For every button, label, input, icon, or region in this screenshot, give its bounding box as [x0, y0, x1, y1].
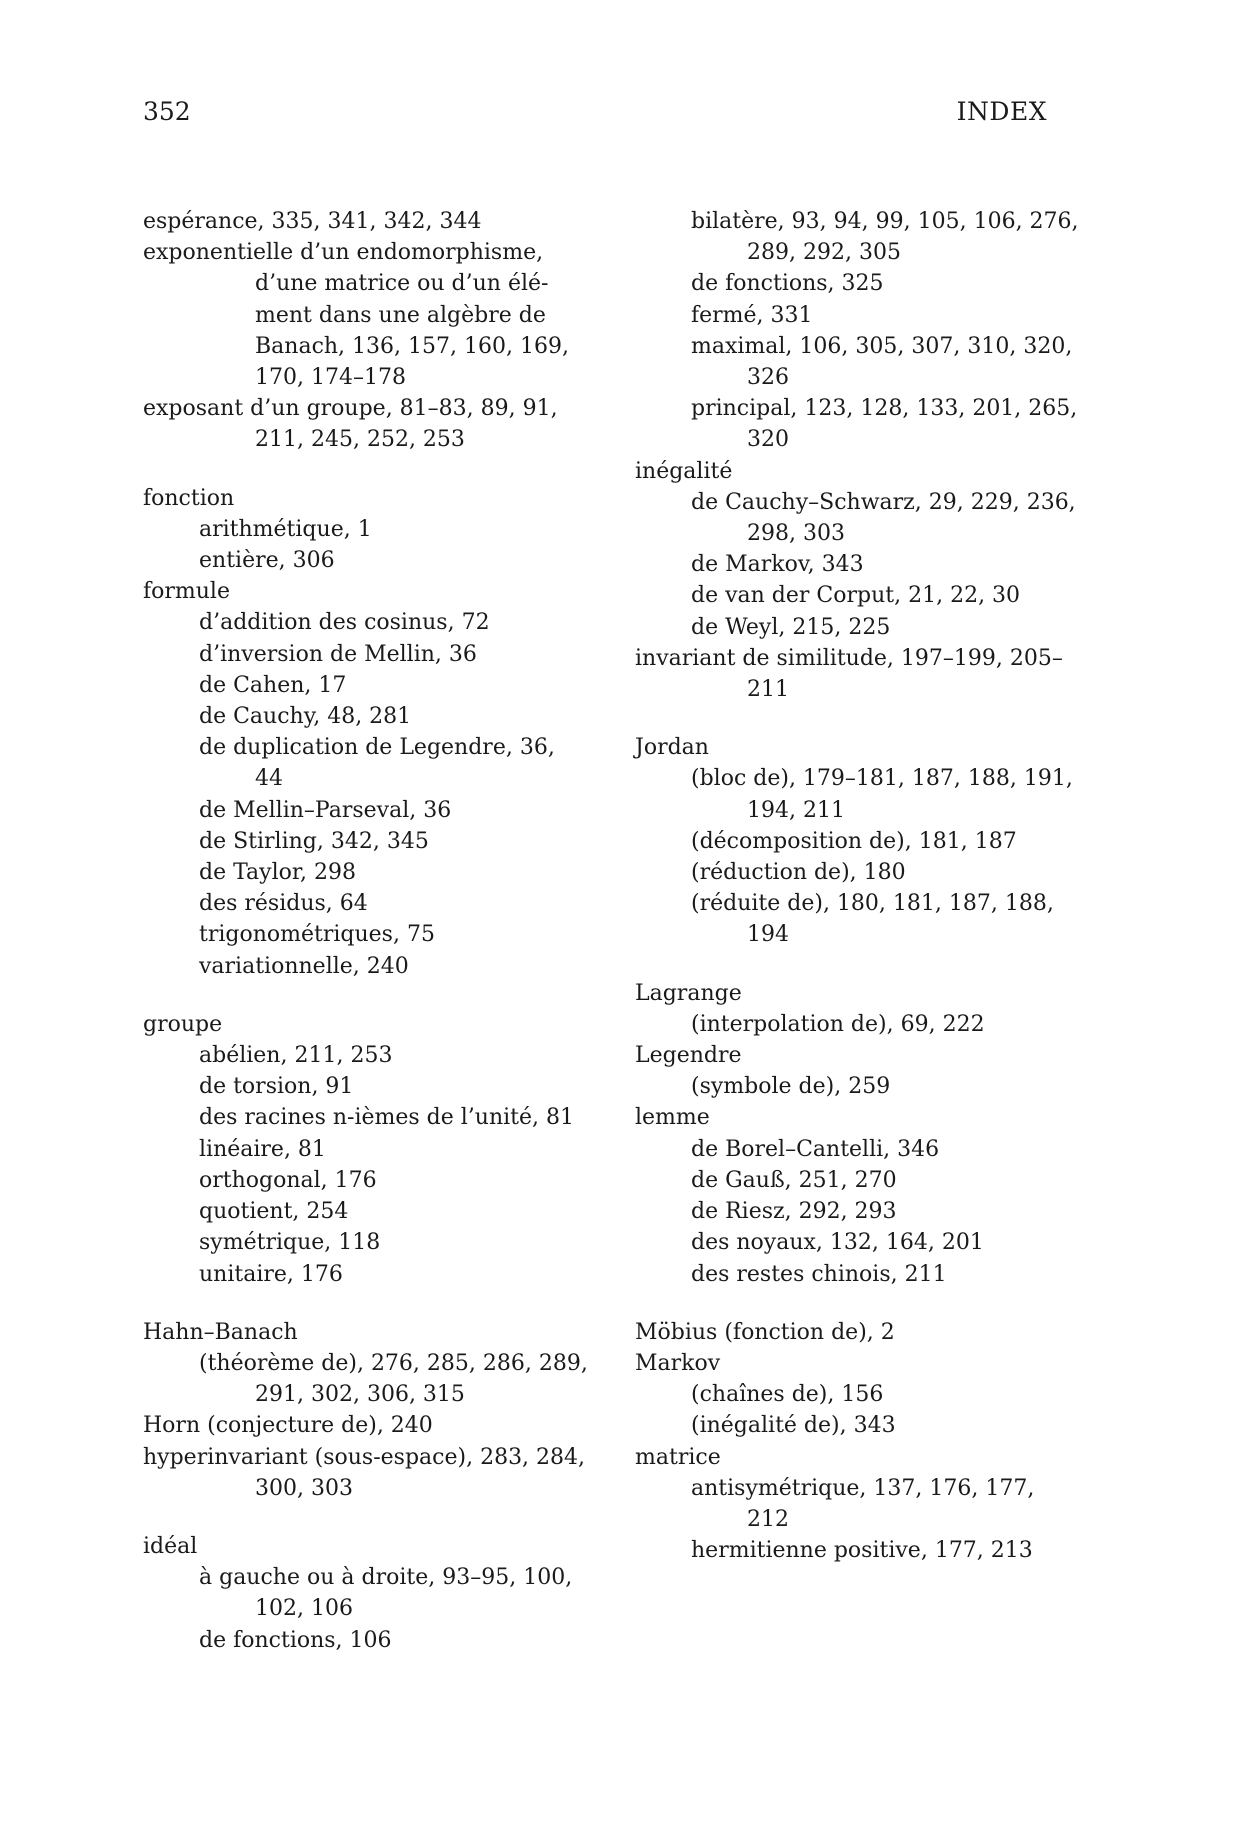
index-entry: Jordan	[635, 735, 709, 761]
index-subentry: de Gauß, 251, 270	[691, 1167, 897, 1193]
index-subentry: 212	[747, 1506, 789, 1532]
index-subentry: de Markov, 343	[691, 552, 864, 578]
index-subentry: (bloc de), 179–181, 187, 188, 191,	[691, 766, 1073, 792]
index-subentry: arithmétique, 1	[199, 516, 372, 542]
index-subentry: (décomposition de), 181, 187	[691, 828, 1017, 854]
section-gap	[143, 982, 561, 1009]
index-subentry: maximal, 106, 305, 307, 310, 320,	[691, 333, 1073, 359]
index-entry: hyperinvariant (sous-espace), 283, 284,	[143, 1444, 586, 1470]
index-subentry: (inégalité de), 343	[691, 1413, 896, 1439]
index-subentry: trigonométriques, 75	[199, 922, 435, 948]
running-title: INDEX	[956, 97, 1047, 126]
index-entry: Markov	[635, 1350, 721, 1376]
index-subentry: de Stirling, 342, 345	[199, 828, 429, 854]
index-entry: Horn (conjecture de), 240	[143, 1413, 433, 1439]
index-subentry: d’inversion de Mellin, 36	[199, 641, 477, 667]
section-gap	[143, 1504, 561, 1531]
index-subentry: de Cauchy, 48, 281	[199, 704, 412, 730]
index-subentry: (interpolation de), 69, 222	[691, 1011, 985, 1037]
index-entry: Möbius (fonction de), 2	[635, 1319, 895, 1345]
index-subentry: symétrique, 118	[199, 1230, 381, 1256]
index-entry: groupe	[143, 1011, 223, 1037]
index-subentry: Banach, 136, 157, 160, 169,	[255, 333, 569, 359]
index-subentry: de Riesz, 292, 293	[691, 1199, 897, 1225]
index-subentry: des résidus, 64	[199, 891, 368, 917]
index-entry: espérance, 335, 341, 342, 344	[143, 209, 482, 234]
index-subentry: de Taylor, 298	[199, 860, 356, 886]
index-subentry: des restes chinois, 211	[691, 1261, 947, 1287]
index-subentry: principal, 123, 128, 133, 201, 265,	[691, 396, 1078, 422]
index-entry: exposant d’un groupe, 81–83, 89, 91,	[143, 396, 558, 422]
index-subentry: de van der Corput, 21, 22, 30	[691, 583, 1021, 609]
index-subentry: antisymétrique, 137, 176, 177,	[691, 1475, 1035, 1501]
index-entry: inégalité	[635, 458, 733, 484]
index-subentry: à gauche ou à droite, 93–95, 100,	[199, 1565, 573, 1591]
index-subentry: de fonctions, 106	[199, 1627, 392, 1653]
index-entry: invariant de similitude, 197–199, 205–	[635, 645, 1063, 671]
index-subentry: 320	[747, 427, 789, 453]
section-gap	[143, 1290, 561, 1317]
index-subentry: entière, 306	[199, 548, 335, 574]
index-subentry: de Borel–Cantelli, 346	[691, 1136, 940, 1162]
index-subentry: ment dans une algèbre de	[255, 302, 546, 328]
index-subentry: 289, 292, 305	[747, 240, 901, 266]
index-subentry: de Cahen, 17	[199, 672, 347, 698]
index-subentry: quotient, 254	[199, 1199, 349, 1225]
index-column-right	[635, 206, 1079, 1566]
index-subentry: des noyaux, 132, 164, 201	[691, 1230, 984, 1256]
index-subentry: 44	[255, 766, 283, 792]
index-subentry: 298, 303	[747, 521, 845, 547]
section-gap	[143, 456, 561, 483]
index-entry: Lagrange	[635, 980, 742, 1006]
index-entry: lemme	[635, 1105, 710, 1131]
index-subentry: de fonctions, 325	[691, 271, 884, 297]
index-subentry: hermitienne positive, 177, 213	[691, 1538, 1033, 1564]
index-subentry: unitaire, 176	[199, 1261, 343, 1287]
index-subentry: de Cauchy–Schwarz, 29, 229, 236,	[691, 489, 1076, 515]
index-column-left	[143, 206, 588, 1656]
section-gap	[635, 951, 1053, 978]
index-subentry: (chaînes de), 156	[691, 1382, 884, 1408]
index-subentry: de Mellin–Parseval, 36	[199, 797, 452, 823]
index-subentry: abélien, 211, 253	[199, 1043, 393, 1069]
index-entry: formule	[143, 579, 230, 605]
index-subentry: des racines n-ièmes de l’unité, 81	[199, 1105, 575, 1131]
index-subentry: de torsion, 91	[199, 1074, 354, 1100]
index-subentry: (théorème de), 276, 285, 286, 289,	[199, 1350, 588, 1376]
index-subentry: de duplication de Legendre, 36,	[199, 735, 555, 761]
index-entry: fonction	[143, 485, 235, 511]
index-subentry: fermé, 331	[691, 302, 813, 328]
index-subentry: d’une matrice ou d’un élé-	[255, 271, 549, 297]
index-subentry: 102, 106	[255, 1596, 353, 1622]
section-gap	[635, 1290, 1053, 1317]
index-subentry: 326	[747, 365, 789, 391]
index-subentry: 194, 211	[747, 797, 845, 823]
index-entry: matrice	[635, 1444, 721, 1470]
index-entry: exponentielle d’un endomorphisme,	[143, 240, 544, 266]
index-subentry: linéaire, 81	[199, 1136, 326, 1162]
index-subentry: 211	[747, 677, 789, 703]
index-subentry: 170, 174–178	[255, 365, 406, 391]
index-subentry: 194	[747, 922, 789, 948]
index-subentry: 291, 302, 306, 315	[255, 1382, 465, 1408]
index-subentry: orthogonal, 176	[199, 1167, 377, 1193]
index-subentry: de Weyl, 215, 225	[691, 614, 891, 640]
index-subentry: (symbole de), 259	[691, 1074, 891, 1100]
section-gap	[635, 705, 1053, 732]
index-subentry: variationnelle, 240	[199, 953, 409, 979]
index-entry: idéal	[143, 1533, 198, 1559]
index-subentry: bilatère, 93, 94, 99, 105, 106, 276,	[691, 209, 1079, 234]
page-number: 352	[143, 97, 191, 126]
index-entry: Hahn–Banach	[143, 1319, 298, 1345]
index-subentry: 300, 303	[255, 1475, 353, 1501]
index-subentry: (réduction de), 180	[691, 860, 906, 886]
index-entry: Legendre	[635, 1043, 742, 1069]
index-subentry: d’addition des cosinus, 72	[199, 610, 490, 636]
index-subentry: 211, 245, 252, 253	[255, 427, 465, 453]
index-subentry: (réduite de), 180, 181, 187, 188,	[691, 891, 1054, 917]
